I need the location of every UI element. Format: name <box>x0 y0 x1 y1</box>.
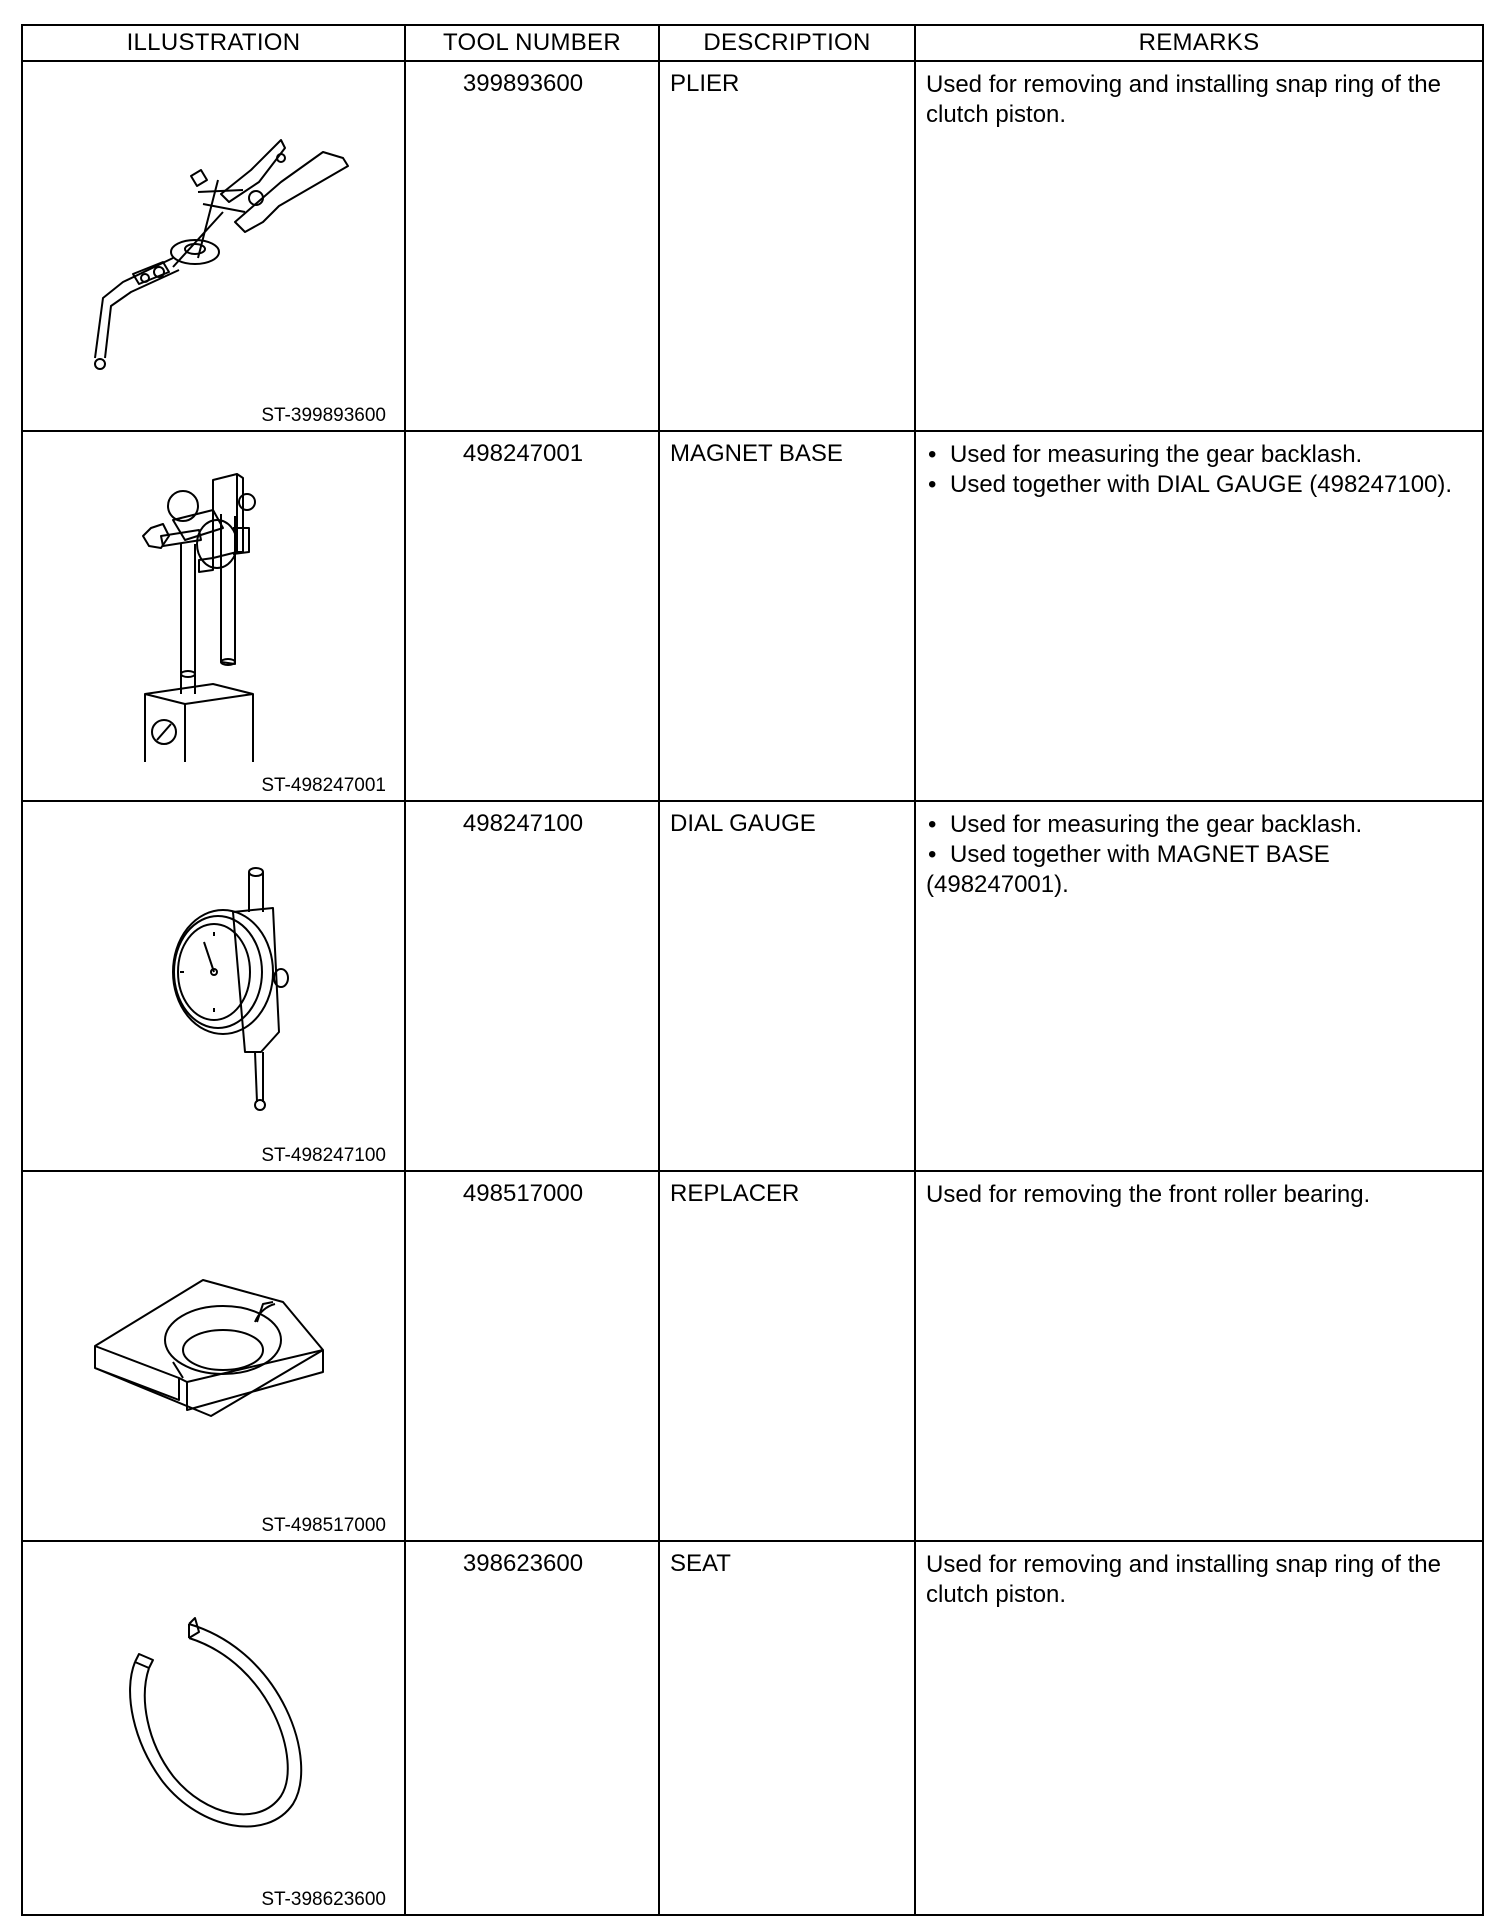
magnet-base-icon <box>23 432 403 762</box>
illustration-cell <box>23 802 406 1170</box>
illustration-code: ST-498247100 <box>261 1145 386 1166</box>
table-row <box>23 802 1482 1172</box>
tool-remarks <box>916 432 1482 800</box>
table-row <box>23 62 1482 432</box>
illustration-cell <box>23 1542 406 1914</box>
tool-description: DIAL GAUGE <box>660 802 916 1170</box>
remark-text: Used for removing and installing snap ring of the clutch piston. <box>926 71 1441 128</box>
illustration-cell <box>23 432 406 800</box>
tool-description: PLIER <box>660 62 916 430</box>
table-row <box>23 1542 1482 1914</box>
tool-remarks <box>916 1542 1482 1914</box>
illustration-code: ST-398623600 <box>261 1889 386 1910</box>
remark-text: Used for removing and installing snap ring of the clutch piston. <box>926 1551 1441 1608</box>
illustration-cell <box>23 1172 406 1540</box>
header-description: DESCRIPTION <box>660 26 916 60</box>
tool-number: 498247100 <box>406 802 660 1170</box>
header-tool-number: TOOL NUMBER <box>406 26 660 60</box>
tool-description: SEAT <box>660 1542 916 1914</box>
illustration-code: ST-399893600 <box>261 405 386 426</box>
replacer-icon <box>23 1172 403 1502</box>
header-illustration: ILLUSTRATION <box>23 26 406 60</box>
remark-text: Used for removing the front roller bearing. <box>926 1181 1371 1208</box>
plier-icon <box>23 62 403 392</box>
table-row <box>23 432 1482 802</box>
remark-bullet: • Used together with DIAL GAUGE (498247100). <box>926 470 1474 500</box>
tool-remarks <box>916 62 1482 430</box>
tool-number: 498247001 <box>406 432 660 800</box>
remark-bullet: • Used for measuring the gear backlash. <box>926 810 1474 840</box>
seat-ring-icon <box>23 1542 403 1872</box>
table-row <box>23 1172 1482 1542</box>
header-remarks: REMARKS <box>1138 29 1260 56</box>
tool-remarks <box>916 802 1482 1170</box>
dial-gauge-icon <box>23 802 403 1132</box>
illustration-cell <box>23 62 406 430</box>
special-tools-table <box>21 24 1484 1916</box>
remark-bullet: • Used for measuring the gear backlash. <box>926 440 1474 470</box>
tool-remarks <box>916 1172 1482 1540</box>
tool-number: 498517000 <box>406 1172 660 1540</box>
tool-description: REPLACER <box>660 1172 916 1540</box>
tool-number: 398623600 <box>406 1542 660 1914</box>
tool-number: 399893600 <box>406 62 660 430</box>
table-header-row <box>23 26 1482 62</box>
tool-description: MAGNET BASE <box>660 432 916 800</box>
remark-bullet: • Used together with MAGNET BASE (498247001). <box>926 840 1474 900</box>
illustration-code: ST-498517000 <box>261 1515 386 1536</box>
illustration-code: ST-498247001 <box>261 775 386 796</box>
